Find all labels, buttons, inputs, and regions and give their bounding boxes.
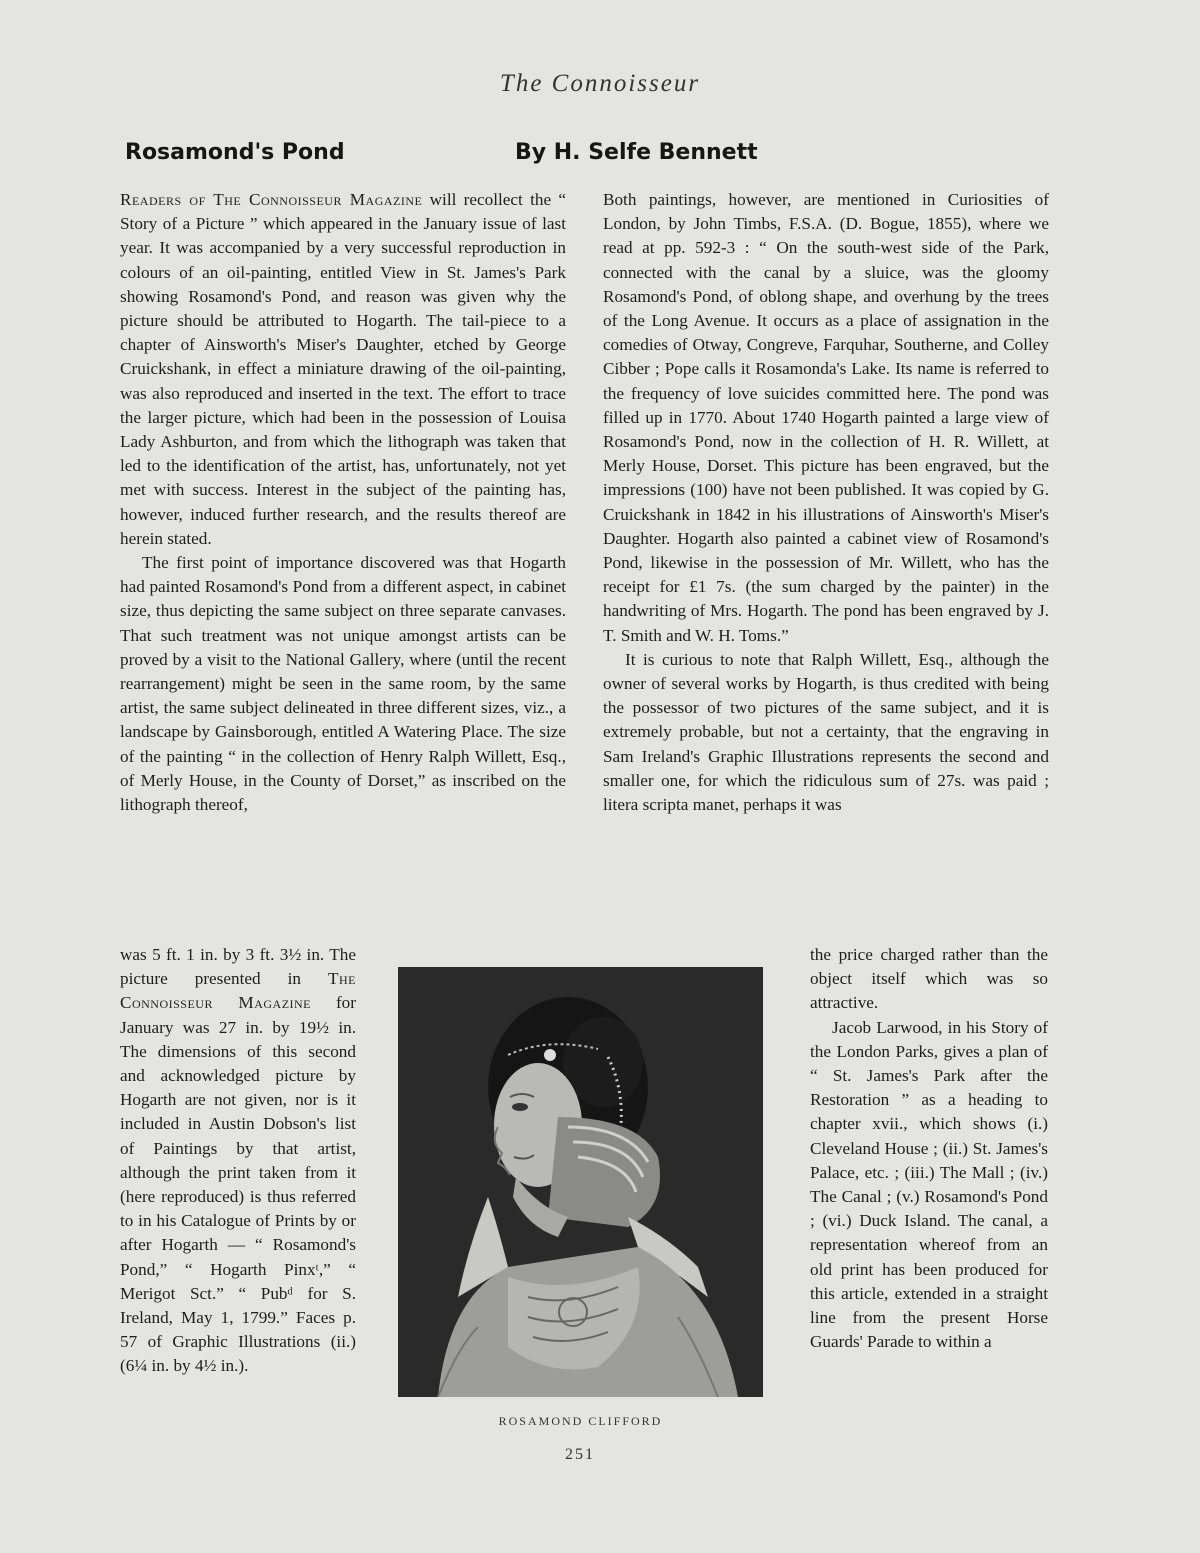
left-narrow-column bbox=[120, 943, 356, 1379]
right-column bbox=[603, 188, 1049, 817]
article-title: Rosamond's Pond bbox=[125, 140, 345, 165]
paragraph-text: for January was 27 in. by 19½ in. The dimensions of this second and acknowledged picture by Hogarth are not given, nor is it included in Austin Dobson's list of Paintings by that artist, although the print taken from it (here reproduced) is thus referred to in his Catalogue of Prints by or after Hogarth — “ Rosamond's Pond,” “ Hogarth Pinxᵗ,” “ Merigot Sct.” “ Pubᵈ for S. Ireland, May 1, 1799.” Faces p. 57 of Graphic Illustrations (ii.) (6¼ in. by 4½ in.). bbox=[120, 993, 356, 1376]
portrait-engraving bbox=[398, 967, 763, 1397]
left-column bbox=[120, 188, 566, 817]
paragraph: Jacob Larwood, in his Story of the London Parks, gives a plan of “ St. James's Park after the Restoration ” as a heading to chapter xvii., which shows (i.) Cleveland House ; (ii.) St. James's Palace, etc. ; (iii.) The Mall ; (iv.) The Canal ; (v.) Rosamond's Pond ; (vi.) Duck Island. The canal, a representation whereof from an old print has been produced for this article, extended in a straight line from the present Horse Guards' Parade to within a bbox=[810, 1017, 1048, 1352]
paragraph: The first point of importance discovered was that Hogarth had painted Rosamond's Pond from a different aspect, in cabinet size, thus depicting the same subject on three separate canvases. That such treatment was not unique amongst artists can be proved by a visit to the National Gallery, where (until the recent rearrangement) might be seen in the same room, by the same artist, the same subject delineated in three different sizes, viz., a landscape by Gainsborough, entitled A Watering Place. The size of the painting “ in the collection of Henry Ralph Willett, Esq., of Merly House, in the County of Dorset,” as inscribed on the lithograph thereof, bbox=[120, 553, 566, 815]
paragraph: It is curious to note that Ralph Willett, Esq., although the owner of several works by Hogarth, is thus credited with being the possessor of two pictures of the same subject, and it is extremely probable, but not a certainty, that the engraving in Sam Ireland's Graphic Illustrations represents the second and smaller one, for which the ridiculous sum of 27s. was paid ; litera scripta manet, perhaps it was bbox=[603, 649, 1049, 815]
portrait-illustration bbox=[398, 967, 763, 1397]
paragraph: the price charged rather than the object itself which was so attractive. bbox=[810, 945, 1048, 1013]
paragraph: Both paintings, however, are mentioned in Curiosities of London, by John Timbs, F.S.A. (D. Bogue, 1855), where we read at pp. 592-3 : “ On the south-west side of the Park, connected with the canal by a sluice, was the gloomy Rosamond's Pond, of oblong shape, and overhung by the trees of the Long Avenue. It occurs as a place of assignation in the comedies of Otway, Congreve, Farquhar, Southerne, and Colley Cibber ; Pope calls it Rosamonda's Lake. Its name is referred to the frequency of love suicides committed here. The pond was filled up in 1770. About 1740 Hogarth painted a large view of Rosamond's Pond, now in the collection of H. R. Willett, at Merly House, Dorset. This picture has been engraved, but the impressions (100) have not been published. It was copied by G. Cruickshank in 1842 in his illustrations of Ainsworth's Miser's Daughter. Hogarth also painted a cabinet view of Rosamond's Pond, likewise in the possession of Mr. Willett, who has the receipt for £1 7s. (the sum charged by the painter) in the handwriting of Mrs. Hogarth. The pond has been engraved by J. T. Smith and W. H. Toms.” bbox=[603, 190, 1049, 645]
paragraph bbox=[120, 188, 566, 551]
figure-caption: ROSAMOND CLIFFORD bbox=[498, 1414, 663, 1428]
page-number: 251 bbox=[565, 1446, 595, 1463]
right-narrow-column bbox=[810, 943, 1048, 1354]
paragraph bbox=[120, 943, 356, 1379]
article-title-row bbox=[120, 140, 830, 176]
paragraph-text: will recollect the “ Story of a Picture ” which appeared in the January issue of last year. It was accompanied by a very successful reproduction in colours of an oil-painting, entitled View in St. James's Park showing Rosamond's Pond, and reason was given why the picture should be attributed to Hogarth. The tail-piece to a chapter of Ainsworth's Miser's Daughter, etched by George Cruickshank, in effect a miniature drawing of the oil-painting, was also reproduced and inserted in the text. The effort to trace the larger picture, which had been in the possession of Louisa Lady Ashburton, and from which the lithograph was taken that led to the identification of the artist, has, unfortunately, not yet met with success. Interest in the subject of the painting has, however, induced further research, and the results thereof are herein stated. bbox=[120, 190, 566, 548]
article-byline: By H. Selfe Bennett bbox=[515, 140, 758, 165]
running-header: The Connoisseur bbox=[499, 70, 701, 97]
small-caps-lead: Readers of The Connoisseur Magazine bbox=[120, 190, 423, 209]
small-caps-magazine: The Connoisseur Magazine bbox=[120, 969, 356, 1013]
paragraph-text: was 5 ft. 1 in. by 3 ft. 3½ in. The picture presented in bbox=[120, 945, 356, 989]
